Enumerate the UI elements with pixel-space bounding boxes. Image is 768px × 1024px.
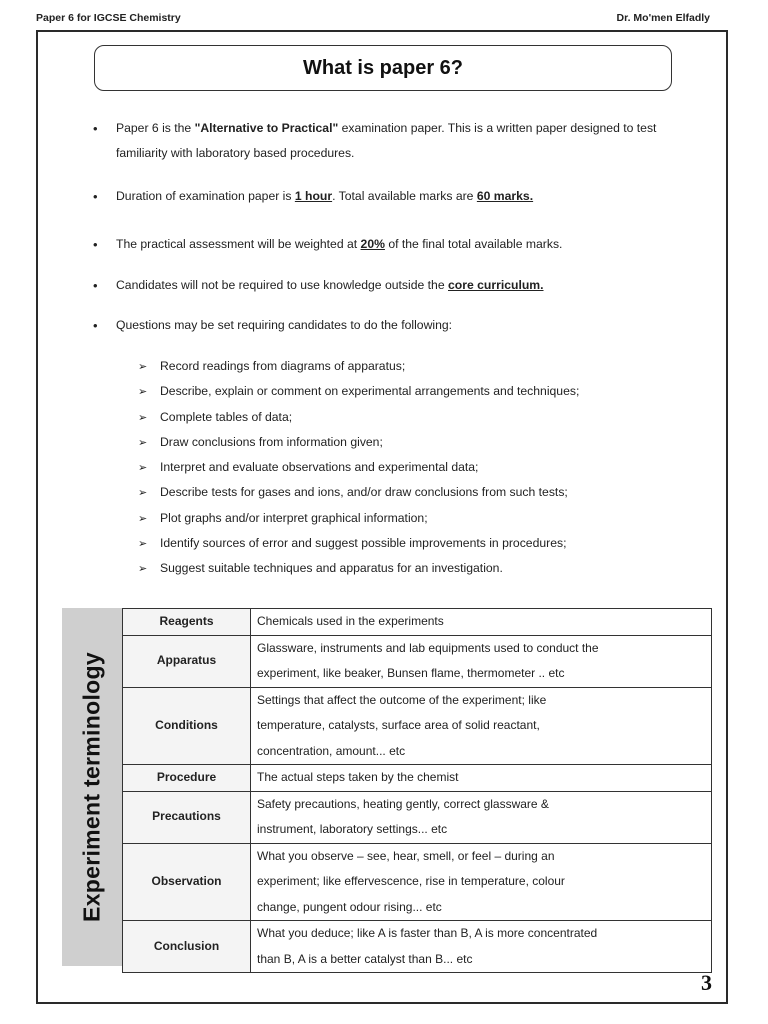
emphasis-text: 1 hour <box>294 189 333 203</box>
subpoint-text: Identify sources of error and suggest possible improvements in procedures; <box>160 536 567 551</box>
table-row <box>123 765 712 792</box>
definition-line: experiment, like beaker, Bunsen flame, thermometer .. etc <box>257 666 565 680</box>
arrow-bullet-icon: ➢ <box>138 361 148 373</box>
plain-text: Duration of examination paper is <box>116 189 295 203</box>
plain-text: Paper 6 is the <box>116 121 195 135</box>
term-definition <box>251 791 712 843</box>
subpoint-item <box>138 379 698 404</box>
plain-text: Questions may be set requiring candidates to do the following: <box>116 318 453 332</box>
arrow-bullet-icon: ➢ <box>138 487 148 500</box>
table-row <box>123 843 712 921</box>
subpoint-text: Draw conclusions from information given; <box>160 434 383 449</box>
plain-text: examination paper. This is a written paper designed to test familiarity with laboratory based procedures. <box>116 121 657 160</box>
page-frame <box>36 30 728 1004</box>
term-label: Conclusion <box>123 921 251 973</box>
definition-line: concentration, amount... etc <box>257 743 406 758</box>
emphasis-text: core curriculum. <box>448 278 544 292</box>
plain-text: . Total available marks are <box>332 189 477 203</box>
bullet-dot-icon: • <box>93 278 98 293</box>
definition-line: The actual steps taken by the chemist <box>257 770 459 784</box>
subpoint-text: Plot graphs and/or interpret graphical information; <box>160 510 428 525</box>
term-label: Procedure <box>123 765 251 792</box>
bullet-item <box>93 232 696 257</box>
subpoint-item <box>138 506 698 531</box>
definition-line: What you deduce; like A is faster than B, A is more concentrated <box>257 926 598 940</box>
plain-text: Candidates will not be required to use knowledge outside the <box>116 278 448 292</box>
header-right: Dr. Mo'men Elfadly <box>616 12 710 24</box>
term-label: Precautions <box>123 791 251 843</box>
definition-line: Settings that affect the outcome of the experiment; like <box>257 692 547 707</box>
subpoint-item <box>138 531 698 556</box>
bullet-text <box>116 313 696 338</box>
subpoint-item <box>138 556 698 581</box>
subpoint-item <box>138 405 698 430</box>
arrow-bullet-icon: ➢ <box>138 462 148 475</box>
arrow-bullet-icon: ➢ <box>138 436 148 449</box>
table-row <box>123 921 712 973</box>
term-label: Observation <box>123 843 251 921</box>
bullet-dot-icon: • <box>93 189 98 204</box>
definition-line: change, pungent odour rising... etc <box>257 899 442 914</box>
term-definition <box>251 765 712 792</box>
subpoint-item <box>138 480 698 505</box>
arrow-bullet-icon: ➢ <box>138 563 148 576</box>
bullet-item <box>93 116 696 166</box>
terminology-side-label: Experiment terminology <box>78 652 105 922</box>
definition-line: Chemicals used in the experiments <box>257 614 444 628</box>
definition-line: temperature, catalysts, surface area of solid reactant, <box>257 718 540 732</box>
bullet-dot-icon: • <box>93 318 98 333</box>
definition-line: What you observe – see, hear, smell, or feel – during an <box>257 848 555 863</box>
definition-line: Safety precautions, heating gently, correct glassware & <box>257 796 549 811</box>
table-row <box>123 791 712 843</box>
definition-line: experiment; like effervescence, rise in temperature, colour <box>257 874 565 888</box>
bullet-item <box>93 313 696 338</box>
subpoint-list <box>138 354 698 582</box>
subpoint-text: Record readings from diagrams of apparatus; <box>160 359 406 373</box>
terminology-table <box>122 608 712 973</box>
table-row <box>123 687 712 765</box>
term-definition <box>251 609 712 636</box>
plain-text: The practical assessment will be weighted at <box>116 237 361 251</box>
subpoint-text: Suggest suitable techniques and apparatus for an investigation. <box>160 561 503 576</box>
plain-text: of the final total available marks. <box>384 237 563 251</box>
subpoint-item <box>138 354 698 379</box>
arrow-bullet-icon: ➢ <box>138 411 148 424</box>
bullet-text <box>116 273 696 298</box>
term-label: Apparatus <box>123 635 251 687</box>
subpoint-item <box>138 455 698 480</box>
emphasis-text: 20% <box>360 237 385 251</box>
bullet-text <box>116 184 696 209</box>
table-row <box>123 609 712 636</box>
term-definition <box>251 687 712 765</box>
subpoint-text: Describe, explain or comment on experimental arrangements and techniques; <box>160 384 580 399</box>
arrow-bullet-icon: ➢ <box>138 538 148 551</box>
bullet-item <box>93 273 696 298</box>
bullet-text <box>116 232 696 257</box>
term-definition <box>251 843 712 921</box>
subpoint-item <box>138 430 698 455</box>
page-number: 3 <box>701 970 712 995</box>
bullet-text <box>116 116 696 166</box>
definition-line: instrument, laboratory settings... etc <box>257 822 448 836</box>
table-row <box>123 635 712 687</box>
subpoint-text: Interpret and evaluate observations and experimental data; <box>160 460 479 475</box>
subpoint-text: Complete tables of data; <box>160 409 293 424</box>
bullet-dot-icon: • <box>93 121 98 136</box>
term-definition <box>251 635 712 687</box>
bullet-dot-icon: • <box>93 237 98 252</box>
header-left: Paper 6 for IGCSE Chemistry <box>36 12 181 24</box>
term-definition <box>251 921 712 973</box>
emphasis-text: 60 marks. <box>476 189 534 203</box>
arrow-bullet-icon: ➢ <box>138 512 148 525</box>
term-label: Conditions <box>123 687 251 765</box>
page-title: What is paper 6? <box>94 45 672 91</box>
definition-line: than B, A is a better catalyst than B... etc <box>257 951 473 966</box>
bullet-item <box>93 184 696 209</box>
arrow-bullet-icon: ➢ <box>138 386 148 399</box>
emphasis-text: "Alternative to Practical" <box>194 121 339 135</box>
definition-line: Glassware, instruments and lab equipments used to conduct the <box>257 640 599 655</box>
subpoint-text: Describe tests for gases and ions, and/or draw conclusions from such tests; <box>160 485 568 500</box>
terminology-side-panel <box>62 608 122 966</box>
term-label: Reagents <box>123 609 251 636</box>
